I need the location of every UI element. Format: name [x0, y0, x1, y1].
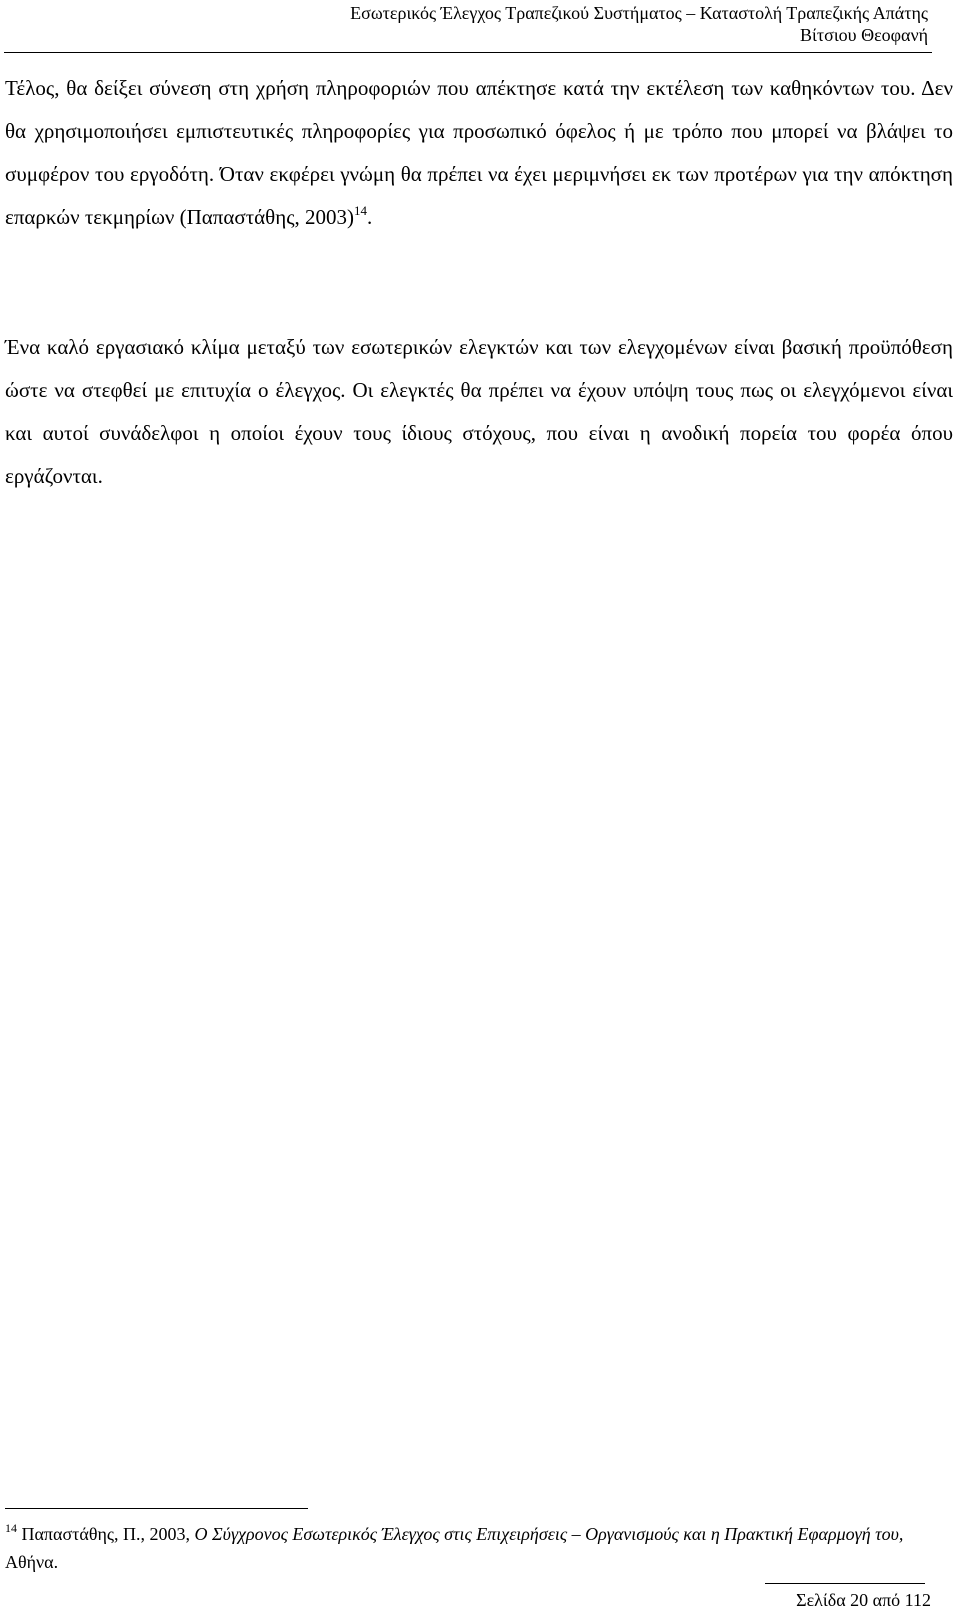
header-author: Βίτσιου Θεοφανή	[800, 25, 928, 45]
footnote-reference[interactable]: 14	[354, 203, 368, 218]
header-title: Εσωτερικός Έλεγχος Τραπεζικού Συστήματος – Καταστολή Τραπεζικής Απάτης	[350, 3, 928, 23]
footnote-book-title: Ο Σύγχρονος Εσωτερικός Έλεγχος στις Επιχειρήσεις – Οργανισμούς και η Πρακτική Εφαρμογή του,	[194, 1524, 904, 1544]
running-header	[0, 0, 960, 56]
footnote-number: 14	[5, 1521, 17, 1535]
footnote-place: Αθήνα.	[5, 1552, 59, 1572]
paragraph-1-text: Τέλος, θα δείξει σύνεση στη χρήση πληροφοριών που απέκτησε κατά την εκτέλεση των καθηκόντων του. Δεν θα χρησιμοποιήσει εμπιστευτικές πληροφορίες για προσωπικό όφελος ή με τρόπο που μπορεί να βλάψει το συμφέρον του εργοδότη. Όταν εκφέρει γνώμη θα πρέπει να έχει μεριμνήσει εκ των προτέρων για την απόκτηση επαρκών τεκμηρίων (Παπαστάθης, 2003)	[5, 76, 953, 229]
paragraph-2	[5, 326, 953, 498]
footnote-author-year: Παπαστάθης, Π., 2003,	[17, 1524, 195, 1544]
paragraph-1	[5, 67, 953, 239]
header-rule	[4, 52, 932, 53]
footnote	[5, 1520, 953, 1576]
page-number: Σελίδα 20 από 112	[796, 1590, 931, 1610]
footnote-separator	[5, 1508, 308, 1509]
paragraph-1-tail: .	[367, 205, 373, 229]
paragraph-2-text: Ένα καλό εργασιακό κλίμα μεταξύ των εσωτερικών ελεγκτών και των ελεγχομένων είναι βασική προϋπόθεση ώστε να στεφθεί με επιτυχία ο έλεγχος. Οι ελεγκτές θα πρέπει να έχουν υπόψη τους πως οι ελεγχόμενοι είναι και αυτοί συνάδελφοι η οποίοι έχουν τους ίδιους στόχους, που είναι η ανοδική πορεία του φορέα όπου εργάζονται.	[5, 335, 953, 488]
footer-rule	[765, 1583, 925, 1584]
